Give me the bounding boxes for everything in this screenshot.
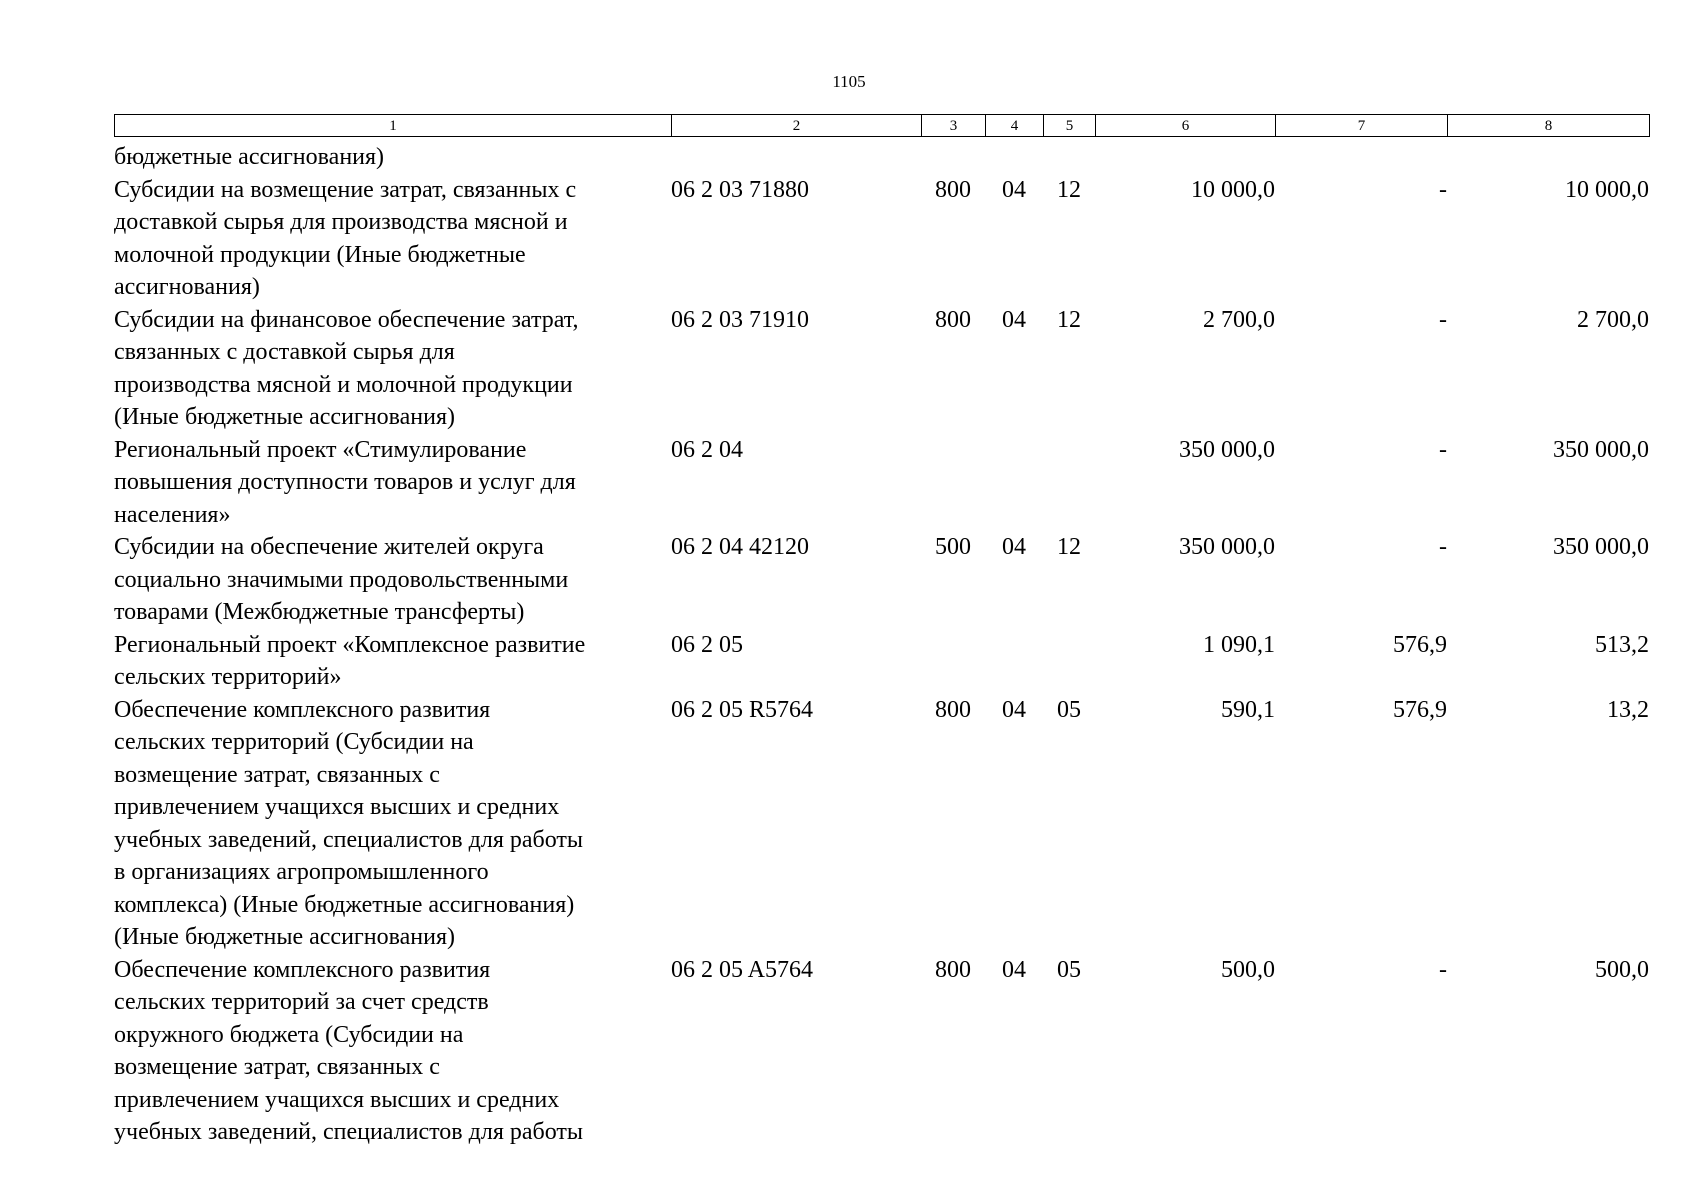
row-col-7: - xyxy=(1439,956,1447,983)
description-line: повышения доступности товаров и услуг для xyxy=(114,469,576,495)
row-col-5: 12 xyxy=(1057,176,1081,203)
row-col-5 xyxy=(1043,629,1095,694)
row-col-7: - xyxy=(1439,534,1447,560)
row-code xyxy=(671,141,921,174)
row-code: 06 2 05 A5764 xyxy=(671,956,814,983)
row-description xyxy=(114,174,671,304)
row-col-8: 13,2 xyxy=(1607,696,1649,723)
description-line: учебных заведений, специалистов для работы xyxy=(114,826,584,853)
description-line: доставкой сырья для производства мясной и xyxy=(114,209,568,235)
description-line: Субсидии на финансовое обеспечение затрат, xyxy=(114,306,579,333)
table-row xyxy=(114,694,1649,954)
row-col-3: 800 xyxy=(935,956,971,983)
row-code: 06 2 05 R5764 xyxy=(671,696,814,723)
row-col-4: 04 xyxy=(1002,956,1026,983)
description-line: окружного бюджета (Субсидии на xyxy=(114,1021,464,1048)
table-row xyxy=(114,304,1649,434)
row-col-5: 05 xyxy=(1057,956,1081,983)
row-code: 06 2 04 42120 xyxy=(671,534,809,560)
description-line: Региональный проект «Стимулирование xyxy=(114,436,527,463)
description-line: в организациях агропромышленного xyxy=(114,859,489,885)
description-line: Обеспечение комплексного развития xyxy=(114,956,491,983)
row-col-8: 350 000,0 xyxy=(1553,534,1649,560)
description-line: населения» xyxy=(114,501,231,528)
description-line: возмещение затрат, связанных с xyxy=(114,761,440,788)
description-line: привлечением учащихся высших и средних xyxy=(114,794,560,820)
row-col-8: 500,0 xyxy=(1595,956,1649,983)
description-line: учебных заведений, специалистов для работы xyxy=(114,1119,584,1145)
row-col-5 xyxy=(1043,434,1095,532)
row-col-8: 350 000,0 xyxy=(1553,436,1649,463)
row-col-6: 350 000,0 xyxy=(1179,436,1275,463)
table-row xyxy=(114,434,1649,532)
row-col-8: 10 000,0 xyxy=(1565,176,1649,203)
description-line: бюджетные ассигнования) xyxy=(114,144,385,170)
budget-table-body xyxy=(114,141,1649,1149)
row-col-6: 590,1 xyxy=(1221,696,1275,723)
row-description xyxy=(114,694,671,954)
description-line: Региональный проект «Комплексное развитие xyxy=(114,631,586,658)
header-row xyxy=(115,115,1650,137)
row-col-4: 04 xyxy=(1002,696,1026,723)
row-col-6: 500,0 xyxy=(1221,956,1275,983)
row-col-8: 2 700,0 xyxy=(1577,306,1649,333)
description-line: Субсидии на обеспечение жителей округа xyxy=(114,534,544,560)
table-row xyxy=(114,531,1649,629)
header-col-6: 6 xyxy=(1096,115,1276,137)
row-col-4: 04 xyxy=(1002,534,1026,560)
table-row xyxy=(114,174,1649,304)
row-code: 06 2 03 71910 xyxy=(671,306,809,333)
description-line: производства мясной и молочной продукции xyxy=(114,371,573,398)
row-code: 06 2 04 xyxy=(671,436,743,463)
description-line: комплекса) (Иные бюджетные ассигнования) xyxy=(114,891,575,918)
row-col-7 xyxy=(1275,141,1447,174)
row-col-7: 576,9 xyxy=(1393,696,1447,723)
row-description xyxy=(114,531,671,629)
row-col-3: 800 xyxy=(935,696,971,723)
row-description xyxy=(114,141,671,174)
page-number: 1105 xyxy=(832,72,866,91)
row-col-3 xyxy=(921,141,985,174)
row-col-5 xyxy=(1043,141,1095,174)
header-col-8: 8 xyxy=(1448,115,1650,137)
row-col-8 xyxy=(1447,141,1649,174)
row-col-6: 1 090,1 xyxy=(1203,631,1275,658)
description-line: привлечением учащихся высших и средних xyxy=(114,1086,560,1113)
description-line: сельских территорий за счет средств xyxy=(114,989,489,1015)
row-col-4 xyxy=(985,141,1043,174)
row-col-4 xyxy=(985,434,1043,532)
header-col-2: 2 xyxy=(672,115,922,137)
row-description xyxy=(114,629,671,694)
description-line: ассигнования) xyxy=(114,274,260,300)
description-line: связанных с доставкой сырья для xyxy=(114,339,455,365)
header-col-5: 5 xyxy=(1044,115,1096,137)
description-line: социально значимыми продовольственными xyxy=(114,566,569,593)
row-col-4 xyxy=(985,629,1043,694)
row-col-8: 513,2 xyxy=(1595,631,1649,658)
row-col-5: 12 xyxy=(1057,534,1081,560)
row-col-7: - xyxy=(1439,436,1447,463)
row-col-3 xyxy=(921,434,985,532)
row-col-6: 10 000,0 xyxy=(1191,176,1275,203)
description-line: сельских территорий (Субсидии на xyxy=(114,729,474,755)
description-line: молочной продукции (Иные бюджетные xyxy=(114,241,526,268)
description-line: товарами (Межбюджетные трансферты) xyxy=(114,599,525,625)
description-line: Субсидии на возмещение затрат, связанных с xyxy=(114,176,577,203)
description-line: (Иные бюджетные ассигнования) xyxy=(114,924,455,950)
table-row xyxy=(114,629,1649,694)
header-col-7: 7 xyxy=(1276,115,1448,137)
column-number-header xyxy=(114,114,1650,137)
description-line: Обеспечение комплексного развития xyxy=(114,696,491,723)
description-line: сельских территорий» xyxy=(114,664,342,690)
row-col-6 xyxy=(1095,141,1275,174)
row-col-5: 05 xyxy=(1057,696,1081,723)
row-code: 06 2 05 xyxy=(671,631,743,658)
row-code: 06 2 03 71880 xyxy=(671,176,809,203)
row-description xyxy=(114,954,671,1149)
table-row xyxy=(114,141,1649,174)
row-col-3: 500 xyxy=(935,534,971,560)
description-line: возмещение затрат, связанных с xyxy=(114,1054,440,1080)
row-col-3 xyxy=(921,629,985,694)
row-col-6: 350 000,0 xyxy=(1179,534,1275,560)
row-col-5: 12 xyxy=(1057,306,1081,333)
description-line: (Иные бюджетные ассигнования) xyxy=(114,404,455,430)
row-col-7: 576,9 xyxy=(1393,631,1447,658)
row-description xyxy=(114,304,671,434)
header-col-1: 1 xyxy=(115,115,672,137)
row-col-6: 2 700,0 xyxy=(1203,306,1275,333)
row-col-3: 800 xyxy=(935,176,971,203)
table-row xyxy=(114,954,1649,1149)
row-description xyxy=(114,434,671,532)
row-col-7: - xyxy=(1439,176,1447,203)
row-col-7: - xyxy=(1439,306,1447,333)
row-col-4: 04 xyxy=(1002,176,1026,203)
row-col-3: 800 xyxy=(935,306,971,333)
header-col-4: 4 xyxy=(986,115,1044,137)
row-col-4: 04 xyxy=(1002,306,1026,333)
header-col-3: 3 xyxy=(922,115,986,137)
